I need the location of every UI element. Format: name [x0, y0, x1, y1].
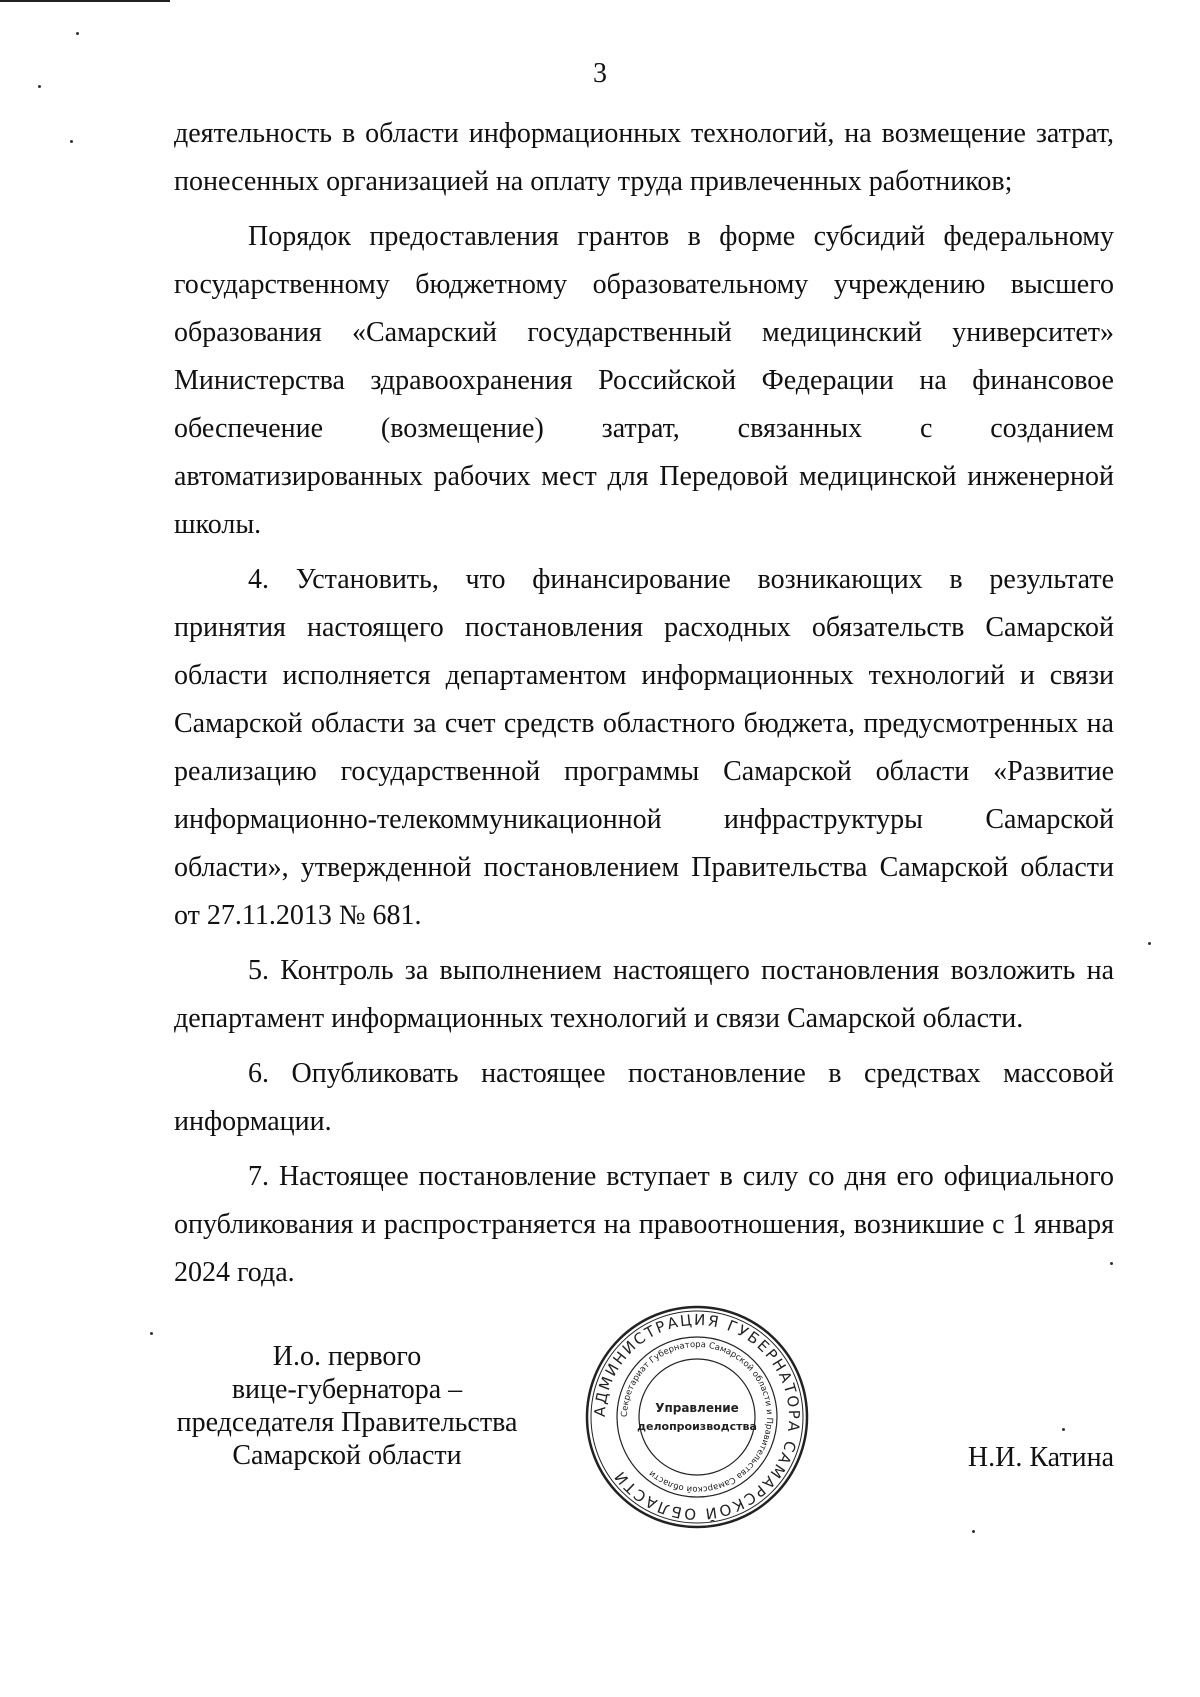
signatory-line: Самарской области — [232, 1440, 462, 1471]
scan-speck — [1148, 942, 1151, 945]
paragraph: деятельность в области информационных технологий, на возмещение затрат, понесенных организацией на оплату труда привлеченных работников; — [174, 118, 1114, 197]
signer-name: Н.И. Катина — [967, 1442, 1114, 1473]
scan-speck — [1110, 1262, 1113, 1265]
scan-speck — [150, 1332, 153, 1335]
paragraph: 5. Контроль за выполнением настоящего постановления возложить на департамент информационных технологий и связи Самарской области. — [174, 955, 1114, 1034]
scan-speck — [1062, 1428, 1065, 1431]
stamp-center-line: делопроизводства — [637, 1420, 757, 1433]
svg-text:Секретариат Губернатора Самарс — [620, 1340, 774, 1494]
signatory-line: председателя Правительства — [176, 1407, 518, 1438]
paragraph: 6. Опубликовать настоящее постановление в средствах массовой информации. — [174, 1058, 1114, 1137]
signatory-line: вице-губернатора – — [231, 1374, 463, 1405]
body-text — [174, 110, 1114, 1297]
scan-speck — [70, 140, 73, 143]
stamp-seal — [582, 1302, 812, 1532]
official-stamp — [582, 1302, 812, 1532]
paragraph: Порядок предоставления грантов в форме субсидий федеральному государственному бюджетному образовательному учреждению высшего образования «Самарский государственный медицинский университет» Министерства здравоохранения Российской Федерации на финансовое обеспечение (возмещение) затрат, связанных с созданием автоматизированных рабочих мест для Передовой медицинской инженерной школы. — [174, 221, 1114, 540]
stamp-center-line: Управление — [655, 1401, 739, 1415]
stamp-inner-text: Секретариат Губернатора Самарской области и Правительства Самарской области — [619, 1339, 775, 1495]
signatory-title — [174, 1340, 520, 1472]
paragraph: 4. Установить, что финансирование возникающих в результате принятия настоящего постановления расходных обязательств Самарской области исполняется департаментом информационных технологий и связи Самарской области за счет средств областного бюджета, предусмотренных на реализацию государственной программы Самарской области «Развитие информационно-телекоммуникационной инфраструктуры Самарской области», утвержденной постановлением Правительства Самарской области от 27.11.2013 № 681. — [174, 564, 1114, 931]
stamp-outer-text: АДМИНИСТРАЦИЯ ГУБЕРНАТОРА САМАРСКОЙ ОБЛАСТИ — [590, 1310, 804, 1524]
scan-speck — [76, 32, 79, 35]
signatory-line: И.о. первого — [272, 1341, 422, 1372]
corner-rule — [0, 0, 170, 2]
paragraph: 7. Настоящее постановление вступает в силу со дня его официального опубликования и распространяется на правоотношения, возникшие с 1 января 2024 года. — [174, 1161, 1114, 1288]
scan-speck — [972, 1530, 975, 1533]
scan-speck — [38, 85, 41, 88]
page-number: 3 — [593, 58, 607, 89]
